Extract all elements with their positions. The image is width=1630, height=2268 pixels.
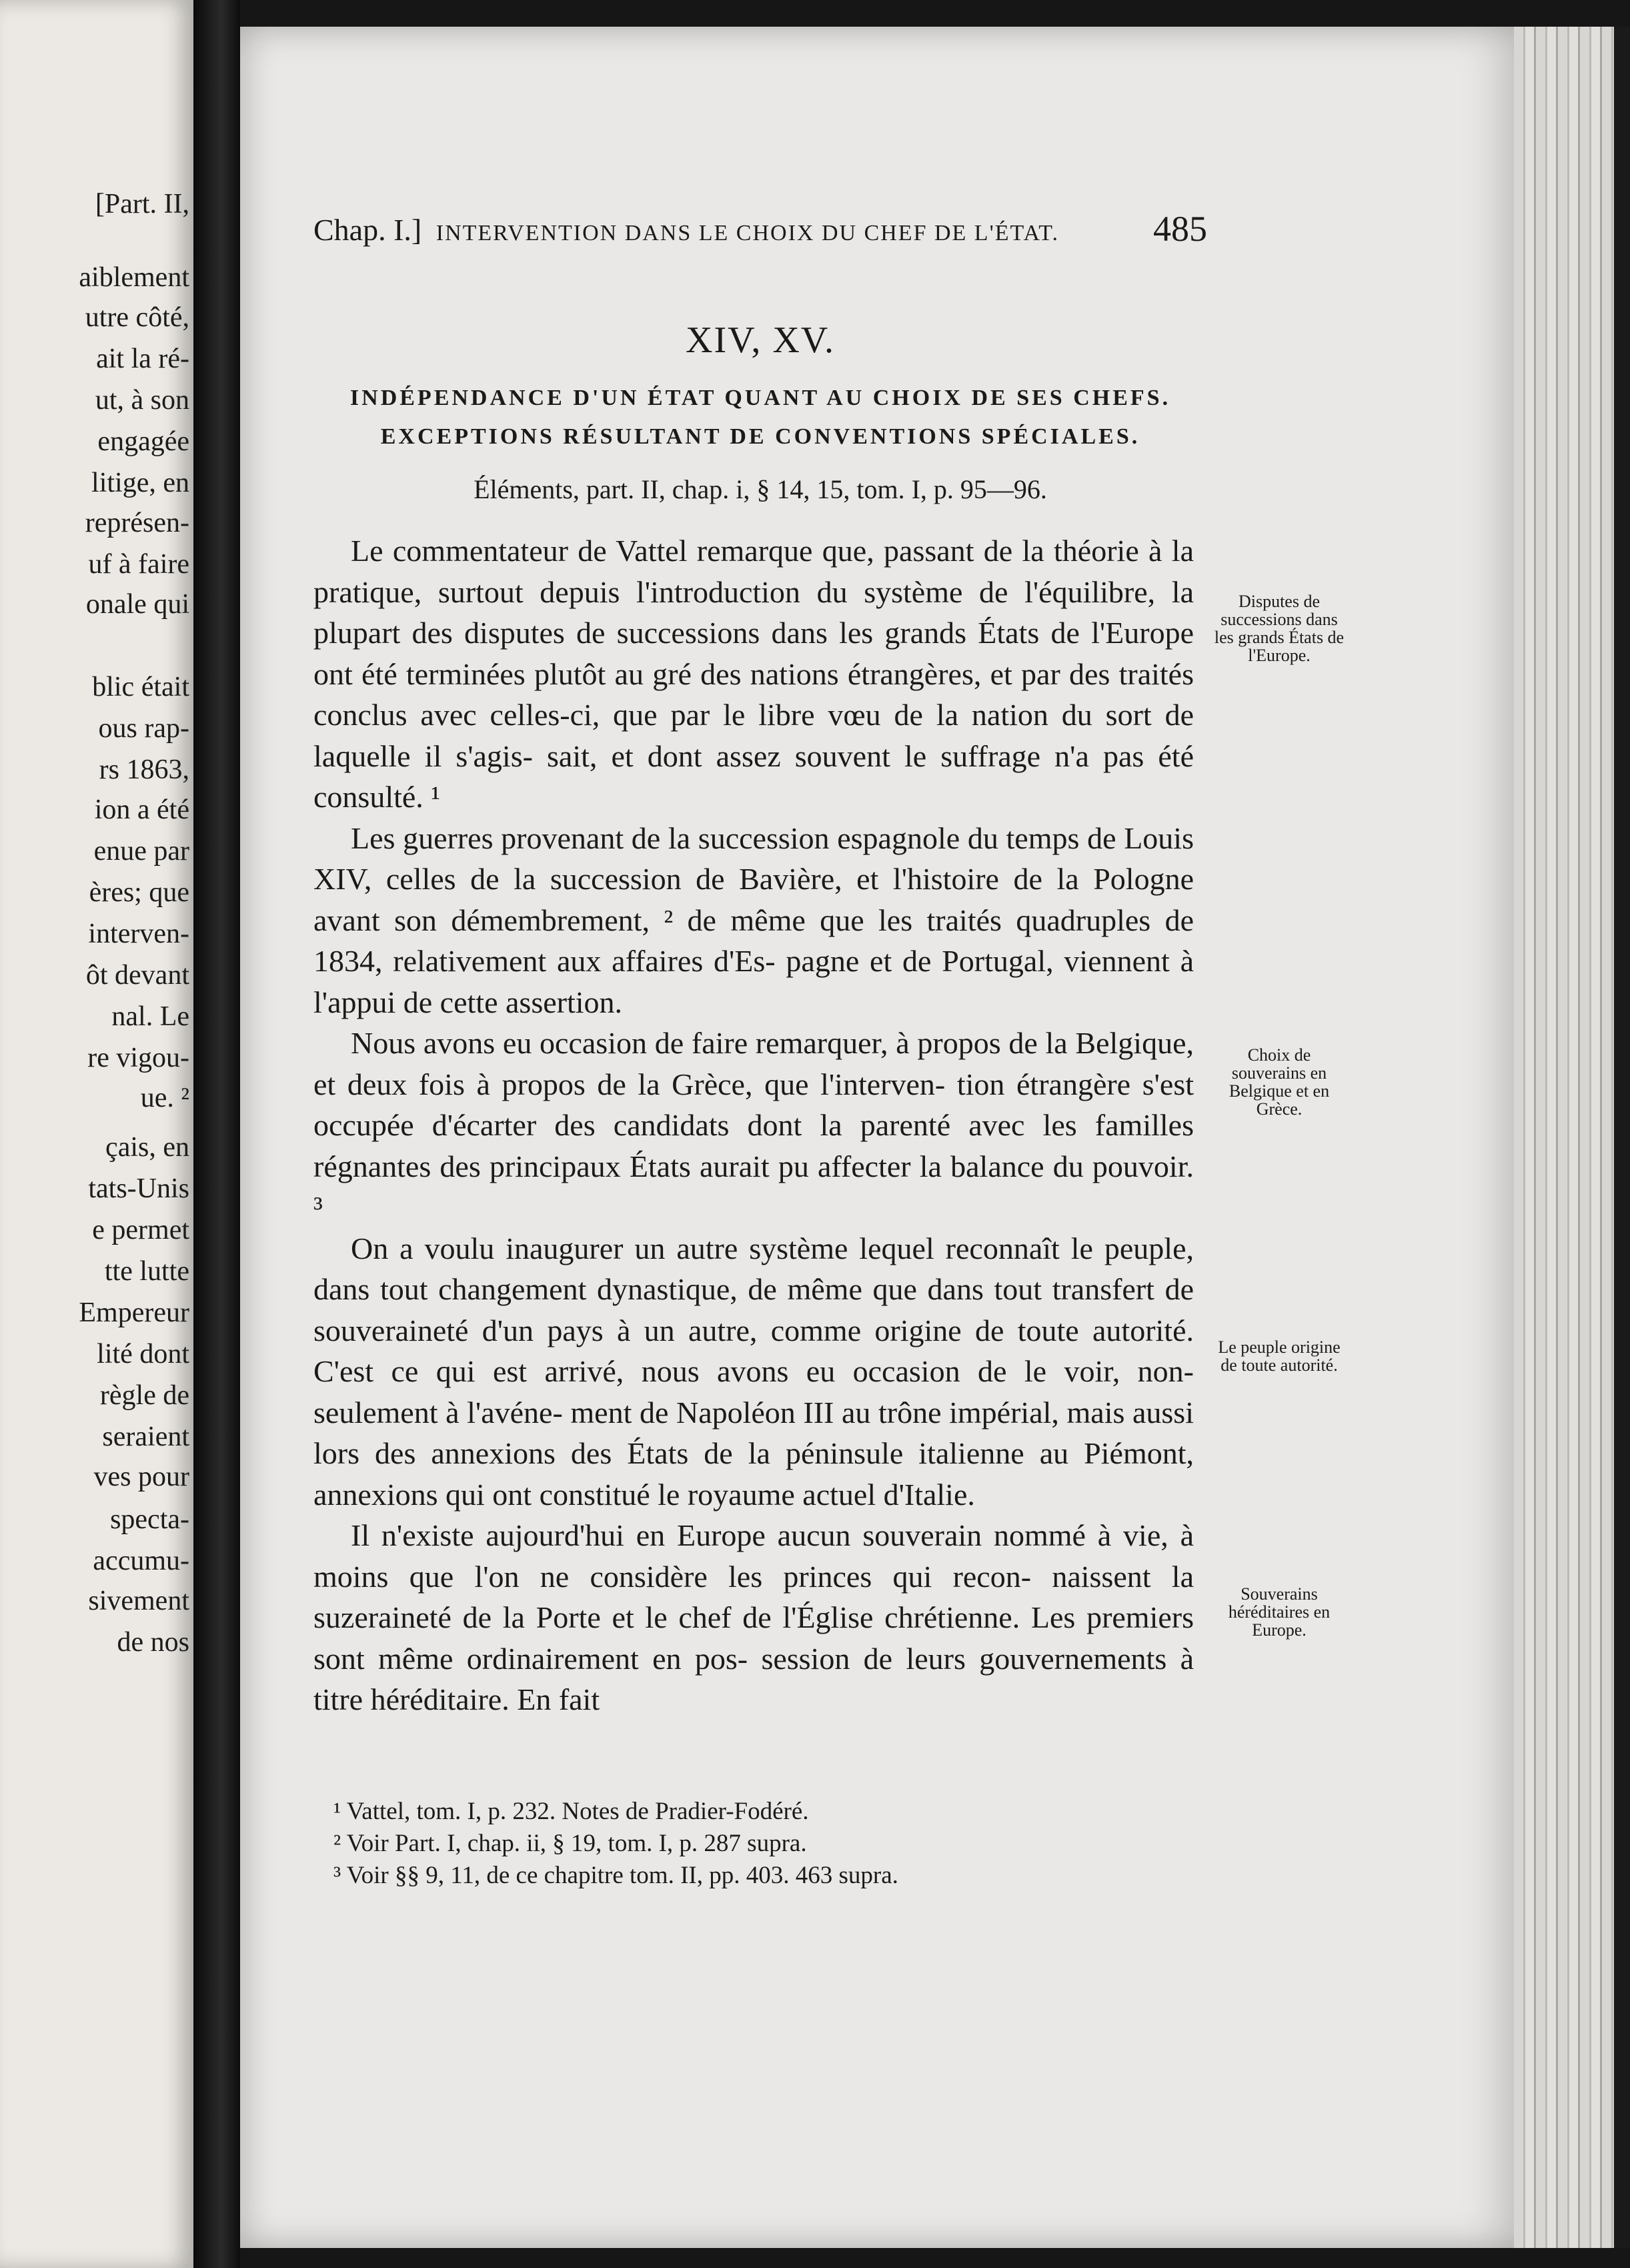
facing-page-line: ères; que — [89, 877, 189, 908]
body-text — [313, 530, 1194, 1720]
facing-page-line: çais, en — [105, 1132, 189, 1163]
facing-page-line: engagée — [97, 426, 189, 457]
running-header — [313, 209, 1207, 249]
page-number: 485 — [1153, 209, 1207, 249]
facing-page-line: e permet — [92, 1215, 189, 1245]
facing-page-line: accumu- — [93, 1546, 189, 1576]
facing-page-line: onale qui — [85, 589, 189, 620]
facing-page-line: [Part. II, — [95, 189, 189, 219]
margin-note-peuple: Le peuple origine de toute autorité. — [1218, 1337, 1341, 1375]
facing-page-line: règle de — [99, 1380, 189, 1411]
facing-page-line: tats-Unis — [88, 1173, 189, 1204]
paragraph-1: Le commentateur de Vattel remarque que, passant de la théorie à la pratique, surtout depuis l'introduction du système de l'équilibre, la plupart des disputes de successions dans les grands États de l'Europe ont été terminées plutôt au gré des nations étrangères, et par des traités conclus avec celles-ci, que par le libre vœu de la nation du sort de laquelle il s'agis- sait, et dont assez souvent le suffrage n'a pas été consulté. ¹ — [313, 534, 1194, 814]
facing-page-line: tte lutte — [104, 1256, 189, 1287]
facing-page-line: de nos — [117, 1627, 189, 1658]
footnote-3: ³ Voir §§ 9, 11, de ce chapitre tom. II, pp. 403. 463 supra. — [333, 1862, 898, 1889]
footnote-1: ¹ Vattel, tom. I, p. 232. Notes de Pradier-Fodéré. — [333, 1798, 809, 1825]
facing-page-line: lité dont — [97, 1339, 189, 1369]
book-spine — [193, 0, 240, 2268]
facing-page-line: Empereur — [79, 1297, 189, 1328]
facing-page-line: ait la ré- — [96, 344, 189, 374]
facing-page-line: enue par — [93, 836, 189, 867]
footnote-2: ² Voir Part. I, chap. ii, § 19, tom. I, p. 287 supra. — [333, 1830, 807, 1857]
facing-page — [0, 0, 193, 2268]
facing-page-line: uf à faire — [88, 549, 189, 580]
paragraph-2: Les guerres provenant de la succession espagnole du temps de Louis XIV, celles de la succession de Bavière, et l'histoire de la Pologne avant son démembrement, ² de même que les traités quadruples de 1834, relativement aux affaires d'Es- pagne et de Portugal, viennent à l'appui de cette assertion. — [313, 820, 1194, 1019]
paragraph-3: Nous avons eu occasion de faire remarquer, à propos de la Belgique, et deux fois à propos de la Grèce, que l'interven- tion étrangère s'est occupée d'écarter des candidats dont la parenté avec les familles régnantes des principaux États aurait pu affecter la balance du pouvoir. ³ — [313, 1026, 1194, 1224]
facing-page-line: re vigou- — [87, 1043, 189, 1073]
header-title: INTERVENTION DANS LE CHOIX DU CHEF DE L'ÉTAT. — [436, 221, 1060, 245]
facing-page-line: blic était — [92, 672, 189, 702]
facing-page-line: aiblement — [79, 262, 189, 293]
page-edges — [1514, 27, 1630, 2248]
facing-page-line: ut, à son — [95, 385, 189, 416]
facing-page-line: ôt devant — [85, 960, 189, 991]
facing-page-line: ue. ² — [140, 1083, 189, 1113]
facing-page-line: utre côté, — [85, 302, 189, 333]
section-title-line2: EXCEPTIONS RÉSULTANT DE CONVENTIONS SPÉCIALES. — [380, 424, 1140, 449]
facing-page-line: ous rap- — [98, 713, 189, 744]
facing-page-line: nal. Le — [111, 1001, 189, 1032]
header-chapter: Chap. I.] — [313, 213, 422, 247]
facing-page-line: sivement — [88, 1586, 189, 1616]
facing-page-line: ves pour — [93, 1462, 189, 1492]
section-title-line1: INDÉPENDANCE D'UN ÉTAT QUANT AU CHOIX DE SES CHEFS. — [349, 386, 1171, 410]
facing-page-line: seraient — [102, 1422, 189, 1452]
facing-page-line: ion a été — [94, 794, 189, 825]
facing-page-line: litige, en — [91, 468, 189, 498]
facing-page-line: représen- — [85, 508, 189, 538]
facing-page-line: interven- — [88, 919, 189, 949]
paragraph-5: Il n'existe aujourd'hui en Europe aucun souverain nommé à vie, à moins que l'on ne considère les princes qui recon- naissent la suzeraineté de la Porte et le chef de l'Église chrétienne. Les premiers sont même ordinairement en pos- session de leurs gouvernements à titre héréditaire. En fait — [313, 1518, 1194, 1716]
margin-note-belgique-grece: Choix de souverains en Belgique et en Grèce. — [1229, 1045, 1330, 1119]
margin-note-souverains: Souverains héréditaires en Europe. — [1228, 1584, 1331, 1640]
footnotes — [333, 1796, 1267, 1892]
paragraph-4: On a voulu inaugurer un autre système lequel reconnaît le peuple, dans tout changement dynastique, de même que dans tout transfert de souveraineté d'un pays à un autre, comme origine de toute autorité. C'est ce qui est arrivé, nous avons eu occasion de le voir, non-seulement à l'avéne- ment de Napoléon III au trône impérial, mais aussi lors des annexions des États de la péninsule italienne au Piémont, annexions qui ont constitué le royaume actuel d'Italie. — [313, 1231, 1194, 1512]
facing-page-line: rs 1863, — [99, 754, 189, 785]
elements-reference: Éléments, part. II, chap. i, § 14, 15, tom. I, p. 95—96. — [474, 474, 1047, 504]
margin-note-disputes: Disputes de successions dans les grands États de l'Europe. — [1214, 592, 1345, 665]
section-number: XIV, XV. — [686, 320, 835, 361]
facing-page-line: specta- — [110, 1504, 189, 1535]
